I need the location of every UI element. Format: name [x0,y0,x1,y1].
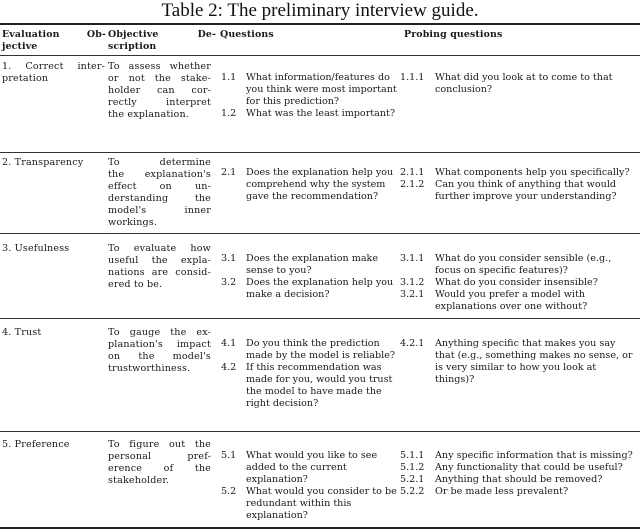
question-text: If this recommendation was made for you, would you trust the model to have made the right decision? [246,362,393,409]
probing-item [400,277,638,289]
objective-cell: 5. Preference [2,439,70,450]
probing-item [400,338,638,386]
question-number: 5.2 [221,486,237,497]
description-line: the explanation's [108,169,211,180]
header-text: scription [108,41,157,52]
description-line: To evaluate how [108,243,211,254]
description-line: planation's impact [108,339,211,350]
row-rule [0,431,640,432]
question-number: 1.1 [221,72,237,83]
description-line: nations are consid- [108,267,211,278]
header-objective-description [108,29,216,53]
question-text: Does the explanation help you make a decision? [246,277,394,300]
probing-text: Any specific information that is missing? [435,450,633,461]
header-text: Evaluation [2,29,60,40]
probing-item [400,179,638,203]
probing-cell [400,253,638,313]
question-text: What would you like to see added to the current explanation? [246,450,378,485]
objective-cell: 4. Trust [2,327,42,338]
header-probing-questions: Probing questions [404,29,503,40]
description-line: trustworthiness. [108,363,191,374]
question-item [221,362,399,410]
description-line: the explanation. [108,109,190,120]
probing-item [400,450,638,462]
questions-cell [221,72,399,120]
probing-text: What do you consider insensible? [435,277,598,288]
probing-cell [400,72,638,96]
probing-number: 5.1.1 [400,450,425,461]
question-text: Does the explanation help you comprehend why the system gave the recommendation? [246,167,394,202]
questions-cell [221,450,399,522]
probing-item [400,289,638,313]
header-evaluation-objective [2,29,106,53]
header-rule [0,55,640,56]
question-text: What would you consider to be redundant within this explanation? [246,486,397,521]
description-line: To assess whether [108,61,211,72]
objective-cell: 2. Transparency [2,157,84,168]
probing-item [400,167,638,179]
description-line: To figure out the [108,439,211,450]
probing-text: What did you look at to come to that conclusion? [435,72,613,95]
probing-text: Or be made less prevalent? [435,486,569,497]
question-number: 4.2 [221,362,237,373]
probing-number: 5.2.1 [400,474,425,485]
description-line: useful the expla- [108,255,211,266]
header-text: Ob- [86,29,106,40]
description-cell [108,327,211,375]
probing-text: Anything specific that makes you say that (e.g., something makes no sense, or is very similar to how you look at things)? [435,338,633,385]
probing-number: 5.1.2 [400,462,425,473]
probing-item [400,474,638,486]
description-line: stakeholder. [108,475,170,486]
probing-text: What components help you specifically? [435,167,630,178]
probing-number: 1.1.1 [400,72,425,83]
description-cell [108,439,211,487]
description-line: derstanding the [108,193,211,204]
description-cell [108,243,211,291]
description-line: on the model's [108,351,211,362]
questions-cell [221,253,399,301]
question-number: 1.2 [221,108,237,119]
objective-text: pretation [2,73,49,84]
question-item [221,450,399,486]
question-item [221,108,399,120]
header-text: De- [197,29,216,40]
description-line: personal pref- [108,451,211,462]
questions-cell [221,167,399,203]
probing-item [400,253,638,277]
probing-text: What do you consider sensible (e.g., focus on specific features)? [435,253,612,276]
probing-text: Can you think of anything that would further improve your understanding? [435,179,617,202]
probing-cell [400,167,638,203]
probing-number: 4.2.1 [400,338,425,349]
question-item [221,277,399,301]
description-line: To determine [108,157,211,168]
question-item [221,253,399,277]
objective-cell [2,61,105,85]
description-line: or not the stake- [108,73,211,84]
probing-item [400,486,638,498]
description-line: To gauge the ex- [108,327,211,338]
description-line: effect on un- [108,181,211,192]
question-number: 5.1 [221,450,237,461]
questions-cell [221,338,399,410]
probing-number: 3.1.2 [400,277,425,288]
description-line: model's inner [108,205,211,216]
probing-number: 2.1.1 [400,167,425,178]
question-text: What information/features do you think were most important for this prediction? [246,72,397,107]
probing-text: Anything that should be removed? [435,474,603,485]
question-text: Do you think the prediction made by the model is reliable? [246,338,396,361]
description-line: holder can cor- [108,85,211,96]
probing-item [400,462,638,474]
probing-text: Would you prefer a model with explanations over one without? [435,289,588,312]
description-line: workings. [108,217,158,228]
probing-item [400,72,638,96]
probing-cell [400,338,638,386]
description-line: ered to be. [108,279,163,290]
probing-text: Any functionality that could be useful? [435,462,623,473]
question-number: 3.1 [221,253,237,264]
header-text: Objective [108,29,159,40]
question-text: What was the least important? [246,108,396,119]
description-line: rectly interpret [108,97,211,108]
question-number: 2.1 [221,167,237,178]
question-item [221,167,399,203]
probing-number: 3.2.1 [400,289,425,300]
probing-number: 5.2.2 [400,486,425,497]
bottom-rule [0,527,640,529]
description-cell [108,157,211,229]
row-rule [0,318,640,319]
probing-number: 2.1.2 [400,179,425,190]
probing-number: 3.1.1 [400,253,425,264]
question-number: 3.2 [221,277,237,288]
objective-cell: 3. Usefulness [2,243,70,254]
question-item [221,486,399,522]
question-text: Does the explanation make sense to you? [246,253,379,276]
header-questions: Questions [220,29,274,40]
row-rule [0,152,640,153]
probing-cell [400,450,638,498]
description-cell [108,61,211,121]
header-text: jective [2,41,38,52]
question-number: 4.1 [221,338,237,349]
objective-text: Correct [25,61,64,72]
objective-text: inter- [77,61,105,72]
objective-text: 1. [2,61,12,72]
question-item [221,72,399,108]
top-rule [0,23,640,25]
table-caption: Table 2: The preliminary interview guide. [161,0,479,21]
description-line: erence of the [108,463,211,474]
question-item [221,338,399,362]
row-rule [0,233,640,234]
